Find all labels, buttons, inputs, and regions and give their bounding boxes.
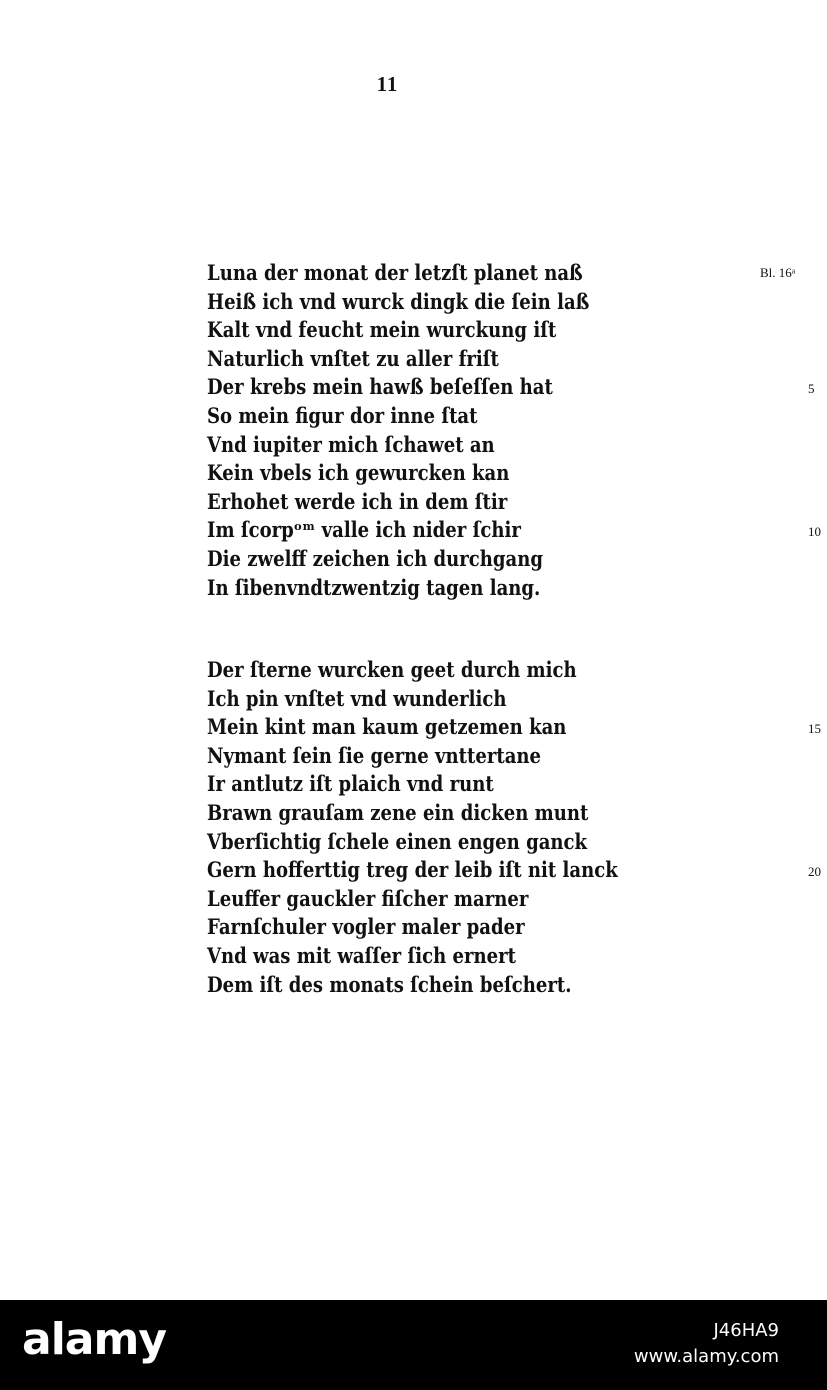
line-number: 20: [808, 864, 821, 879]
verse-line: So mein figur dor inne ſtat: [207, 402, 478, 428]
verse-line: Brawn grauſam zene ein dicken munt: [207, 799, 589, 825]
stanza-2: [207, 656, 767, 999]
page-number: 11: [376, 72, 399, 96]
verse-line: Leuffer gauckler fiſcher marner: [207, 885, 529, 911]
watermark-footer: [0, 1300, 827, 1390]
verse-line: Vnd iupiter mich ſchawet an: [207, 431, 495, 457]
verse-line: Der ſterne wurcken geet durch mich: [207, 657, 577, 682]
verse-line: Kalt vnd feucht mein wurckung iſt: [207, 317, 557, 343]
verse-line: Erhohet werde ich in dem ſtir: [207, 488, 508, 514]
margin-folio-reference: Bl. 16ᵃ: [760, 265, 796, 280]
verse-line: Dem iſt des monats ſchein beſchert.: [207, 971, 572, 997]
verse-line: Heiß ich vnd wurck dingk die ſein laß: [207, 288, 590, 314]
stanza-1: [207, 259, 767, 602]
verse-line: Der krebs mein hawß beſeſſen hat: [207, 374, 553, 400]
verse-line: Farnſchuler vogler maler pader: [207, 914, 525, 940]
verse-line: In ſibenvndtzwentzig tagen lang.: [207, 574, 541, 600]
verse-line: Mein kint man kaum getzemen kan: [207, 714, 567, 740]
verse-line: Kein vbels ich gewurcken kan: [207, 460, 510, 486]
verse-line: Nymant ſein ſie gerne vnttertane: [207, 742, 542, 768]
verse-line: Ir antlutz iſt plaich vnd runt: [207, 771, 494, 797]
line-number: 10: [808, 524, 821, 539]
footer-url: www.alamy.com: [633, 1346, 779, 1367]
verse-line: Luna der monat der letzſt planet naß: [207, 260, 583, 285]
verse-line: Vnd was mit waſſer ſich ernert: [207, 942, 516, 968]
alamy-logo: alamy: [22, 1314, 166, 1365]
verse-line: Ich pin vnſtet vnd wunderlich: [207, 685, 507, 711]
verse-line: Im ſcorpᵒᵐ valle ich nider ſchir: [207, 517, 521, 543]
verse-line: Die zwelff zeichen ich durchgang: [207, 545, 543, 571]
verse-line: Naturlich vnſtet zu aller friſt: [207, 345, 499, 371]
image-id: J46HA9: [713, 1320, 779, 1341]
line-number: 5: [808, 381, 815, 396]
line-number: 15: [808, 721, 821, 736]
verse-line: Gern hofferttig treg der leib iſt nit lanck: [207, 857, 618, 883]
verse-line: Vberſichtig ſchele einen engen ganck: [207, 828, 588, 854]
